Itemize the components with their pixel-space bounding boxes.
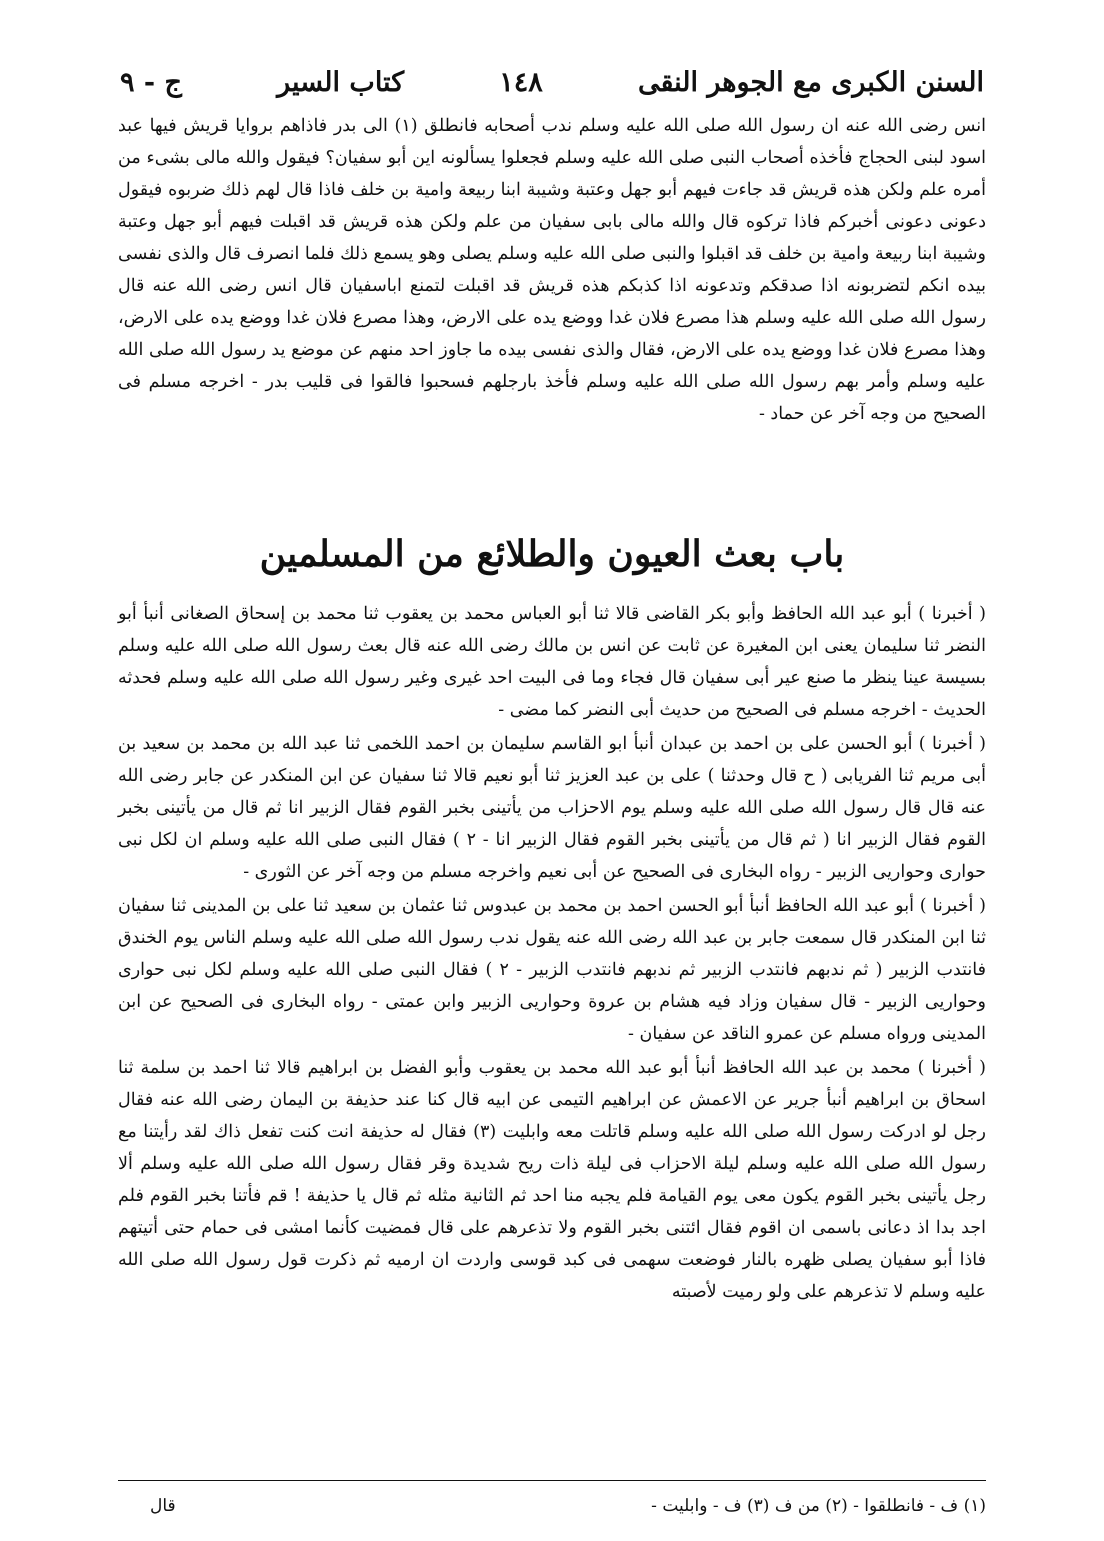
- volume-number: ج - ٩: [120, 66, 182, 98]
- catchword: قال: [150, 1496, 176, 1516]
- running-head: [120, 62, 984, 102]
- footnote-divider: [118, 1480, 986, 1481]
- section-title: كتاب السير: [277, 66, 405, 98]
- paragraph: ( أخبرنا ) محمد بن عبد الله الحافظ أنبأ أبو عبد الله محمد بن يعقوب وأبو الفضل بن ابراهيم قالا ثنا احمد بن سلمة ثنا اسحاق بن ابراهيم أنبأ جرير عن الاعمش عن ابراهيم التيمى عن ابيه قال كنا عند حذيفة بن اليمان رضى الله عنه فقال رجل لو ادركت رسول الله صلى الله عليه وسلم قاتلت معه وابليت (٣) فقال له حذيفة انت كنت تفعل ذاك لقد رأيتنا مع رسول الله صلى الله عليه وسلم ليلة الاحزاب فى ليلة ذات ريح شديدة وقر فقال رسول الله صلى الله عليه وسلم ألا رجل يأتينى بخبر القوم يكون معى يوم القيامة فلم يجبه منا احد ثم الثانية مثله ثم قال يا حذيفة ! قم فأتنا بخبر القوم فلم اجد بدا اذ دعانى باسمى ان اقوم فقال ائتنى بخبر القوم ولا تذعرهم على قال فمضيت كأنما امشى فى حمام حتى أتيتهم فاذا أبو سفيان يصلى ظهره بالنار فوضعت سهمى فى كبد قوسى واردت ان ارميه ثم ذكرت قول رسول الله صلى الله عليه وسلم لا تذعرهم على ولو رميت لأصبته: [118, 1058, 987, 1302]
- paragraph: ( أخبرنا ) أبو عبد الله الحافظ أنبأ أبو الحسن احمد بن محمد بن عبدوس ثنا عثمان بن سعيد ثنا على بن المدينى ثنا سفيان ثنا ابن المنكدر قال سمعت جابر بن عبد الله رضى الله عنه يقول ندب رسول الله صلى الله عليه وسلم الناس يوم الخندق فانتدب الزبير ( ثم ندبهم فانتدب الزبير ثم ندبهم فانتدب الزبير - ٢ ) فقال النبى صلى الله عليه وسلم لكل نبى حوارى وحواريى الزبير - قال سفيان وزاد فيه هشام بن عروة وحواريى الزبير وابن عمتى - رواه البخارى فى الصحيح عن ابن المدينى ورواه مسلم عن عمرو الناقد عن سفيان -: [118, 896, 986, 1044]
- chapter-heading: باب بعث العيون والطلائع من المسلمين: [259, 533, 845, 575]
- paragraph: ( أخبرنا ) أبو الحسن على بن احمد بن عبدان أنبأ ابو القاسم سليمان بن احمد اللخمى ثنا عبد الله بن محمد بن سعيد بن أبى مريم ثنا الفريابى ( ح قال وحدثنا ) على بن عبد العزيز ثنا أبو نعيم قالا ثنا سفيان عن ابن المنكدر عن جابر رضى الله عنه قال قال رسول الله صلى الله عليه وسلم يوم الاحزاب من يأتينى بخبر القوم فقال الزبير انا ثم قال من يأتينى بخبر القوم فقال الزبير انا ( ثم قال من يأتينى بخبر القوم فقال الزبير انا - ٢ ) فقال النبى صلى الله عليه وسلم ان لكل نبى حوارى وحواريى الزبير - رواه البخارى فى الصحيح عن أبى نعيم واخرجه مسلم من وجه آخر عن الثورى -: [118, 734, 987, 882]
- paragraph: ( أخبرنا ) أبو عبد الله الحافظ وأبو بكر القاضى قالا ثنا أبو العباس محمد بن يعقوب ثنا محمد بن إسحاق الصغانى أنبأ أبو النضر ثنا سليمان يعنى ابن المغيرة عن ثابت عن انس بن مالك رضى الله عنه قال بعث رسول الله صلى الله عليه وسلم بسيسة عينا ينظر ما صنع عير أبى سفيان قال فجاء وما فى البيت احد غيرى وغير رسول الله صلى الله عليه وسلم فحدثه الحديث - اخرجه مسلم فى الصحيح من حديث أبى النضر كما مضى -: [118, 604, 986, 720]
- intro-text-block: [118, 110, 986, 430]
- book-title: السنن الكبرى مع الجوهر النقى: [637, 66, 984, 98]
- body-text-block: [118, 598, 986, 1310]
- intro-paragraph: انس رضى الله عنه ان رسول الله صلى الله عليه وسلم ندب أصحابه فانطلق (١) الى بدر فاذاهم بروايا قريش فيها عبد اسود لبنى الحجاج فأخذه أصحاب النبى صلى الله عليه وسلم فجعلوا يسألونه اين أبو سفيان؟ فيقول والله مالى بشىء من أمره علم ولكن هذه قريش قد جاءت فيهم أبو جهل وعتبة وشيبة ابنا ربيعة وامية بن خلف فاذا قال لهم ذلك ضربوه فيقول دعونى دعونى أخبركم فاذا تركوه قال والله مالى بابى سفيان من علم ولكن هذه قريش قد اقبلت فيهم أبو جهل وعتبة وشيبة ابنا ربيعة وامية بن خلف قد اقبلوا والنبى صلى الله عليه وسلم يصلى وهو يسمع ذلك فلما انصرف قال والذى نفسى بيده انكم لتضربونه اذا صدقكم وتدعونه اذا كذبكم هذه قريش قد اقبلت لتمنع اباسفيان قال انس رضى الله عنه قال رسول الله صلى الله عليه وسلم هذا مصرع فلان غدا ووضع يده على الارض، وهذا مصرع فلان غدا ووضع يده على الارض، وهذا مصرع فلان غدا ووضع يده على الارض، فقال والذى نفسى بيده ما جاوز احد منهم عن موضع يد رسول الله صلى الله عليه وسلم وأمر بهم رسول الله صلى الله عليه وسلم فأخذ بارجلهم فسحبوا فالقوا فى قليب بدر - اخرجه مسلم فى الصحيح من وجه آخر عن حماد -: [118, 116, 986, 424]
- footnote: (١) ف - فانطلقوا - (٢) من ف (٣) ف - وابليت -: [651, 1496, 986, 1516]
- page-number: ١٤٨: [499, 66, 543, 98]
